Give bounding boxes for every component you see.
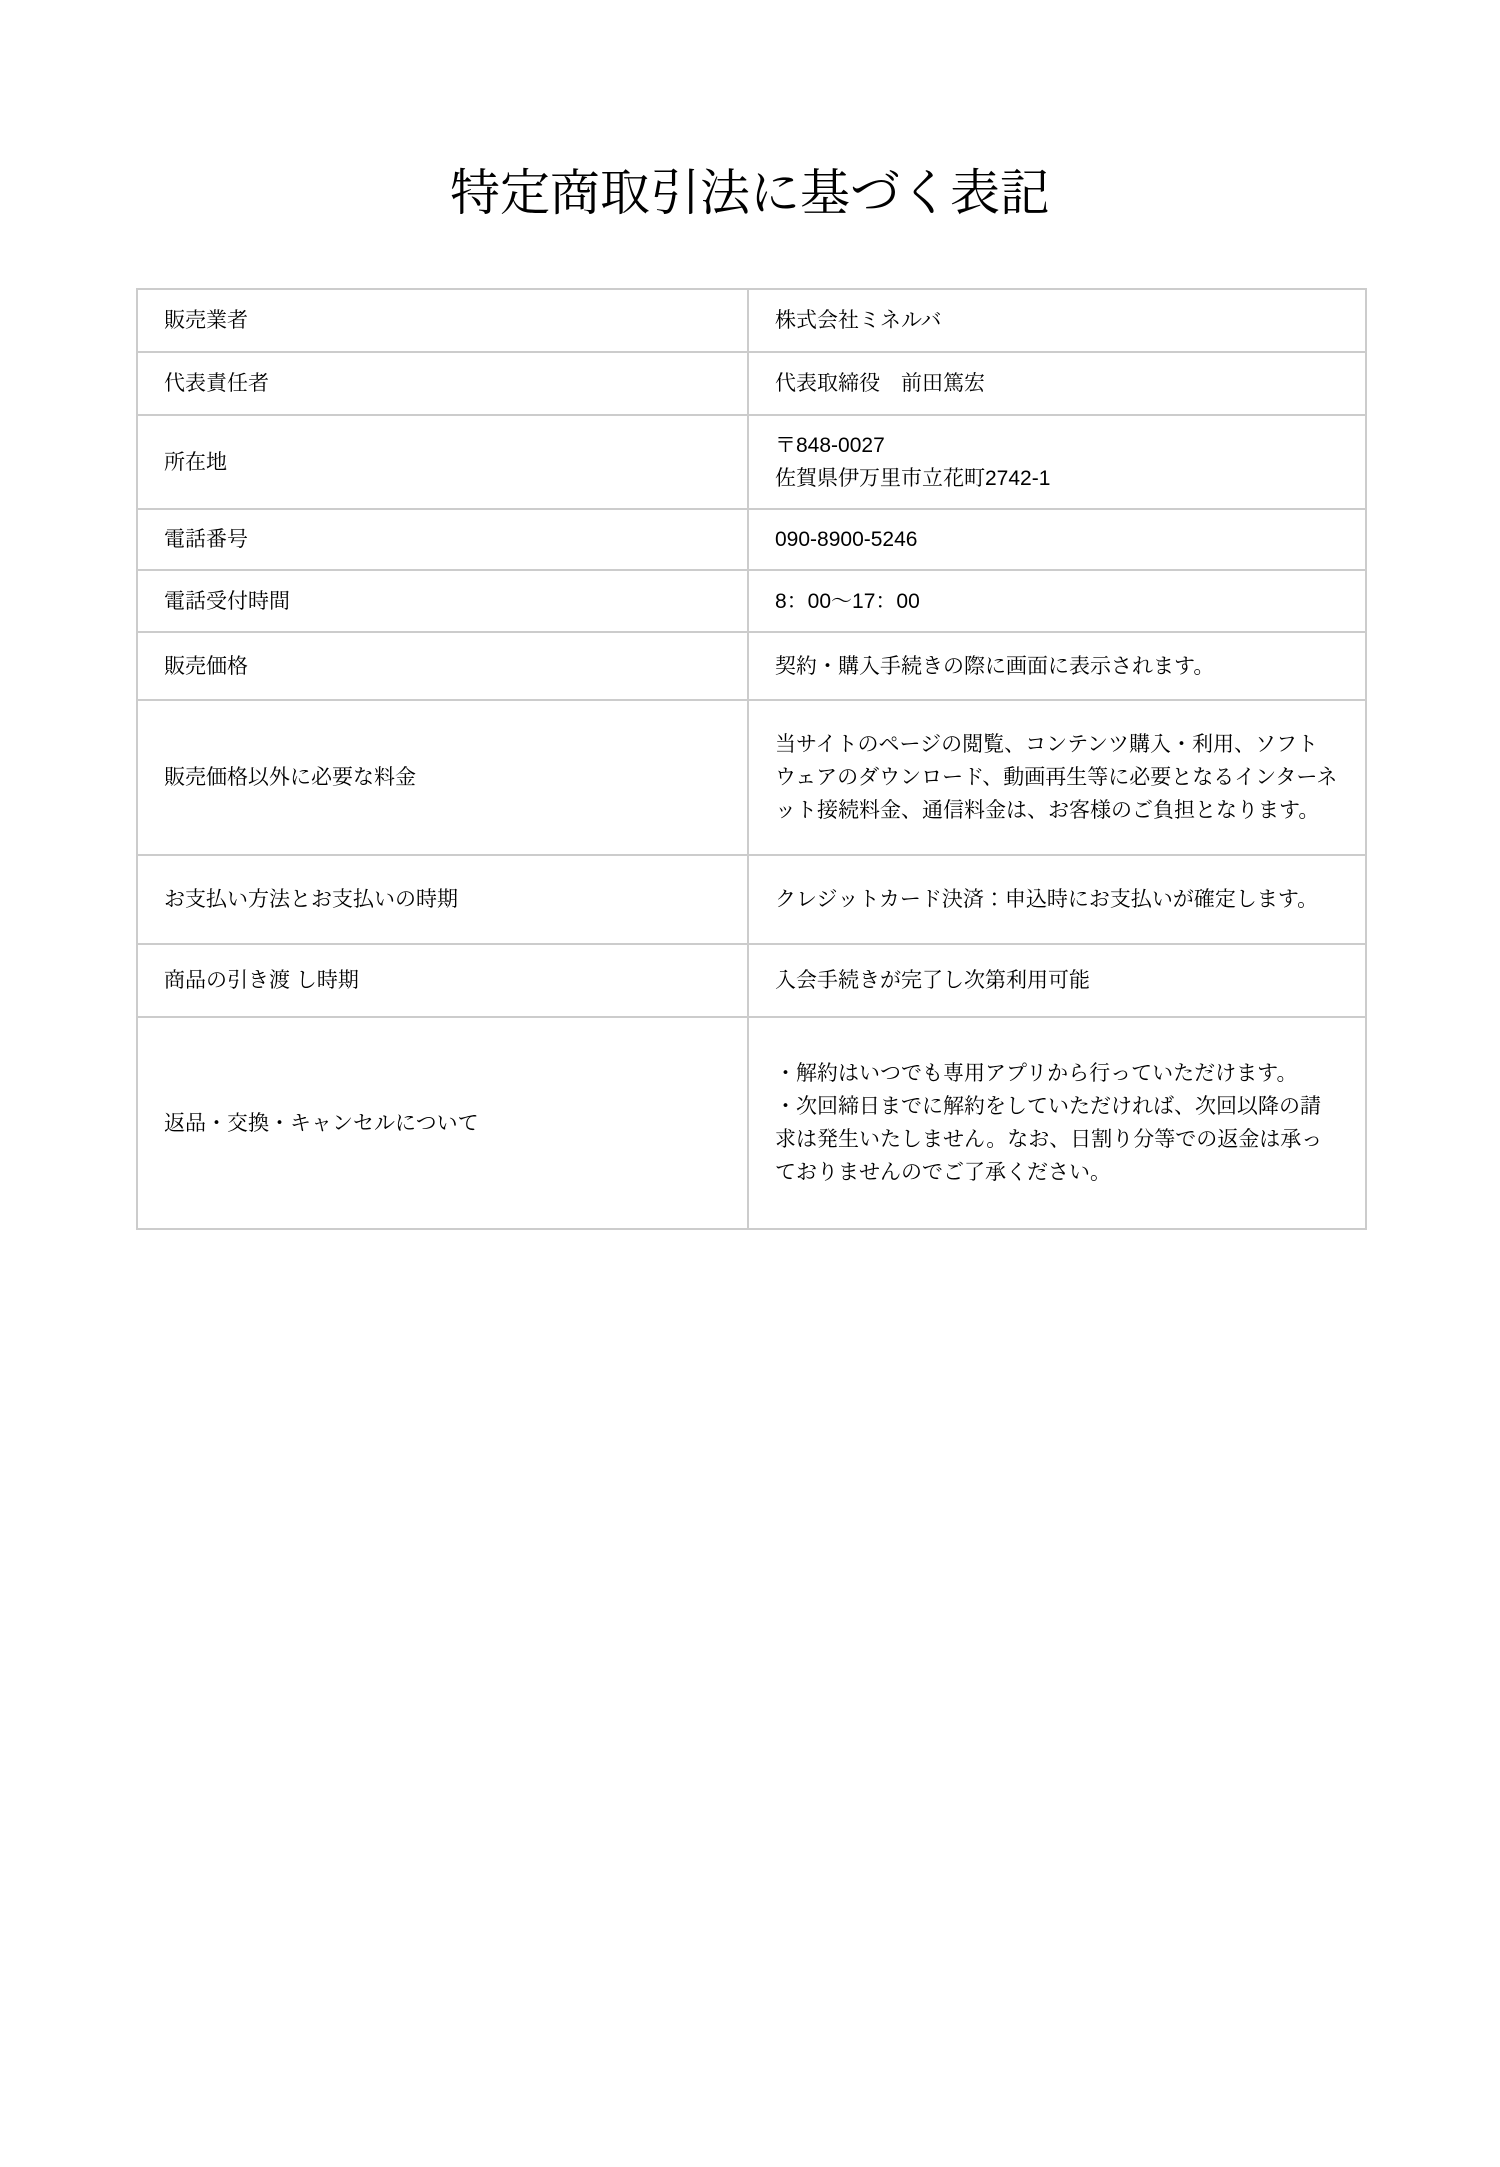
row-value: 090-8900-5246 [748, 509, 1366, 570]
row-value: 〒848-0027 佐賀県伊万里市立花町2742-1 [748, 415, 1366, 509]
row-value: 契約・購入手続きの際に画面に表示されます。 [748, 632, 1366, 700]
table-row-returns-cancellation [137, 1017, 1366, 1229]
table-row-delivery-time [137, 944, 1366, 1017]
row-label: 商品の引き渡 し時期 [137, 944, 748, 1017]
row-label: 電話受付時間 [137, 570, 748, 632]
row-value: 当サイトのページの閲覧、コンテンツ購入・利用、ソフトウェアのダウンロード、動画再生等に必要となるインターネット接続料金、通信料金は、お客様のご負担となります。 [748, 700, 1366, 855]
row-label: 販売価格 [137, 632, 748, 700]
row-value: 株式会社ミネルバ [748, 289, 1366, 352]
page-title: 特定商取引法に基づく表記 [450, 165, 1050, 221]
table-row-phone-hours [137, 570, 1366, 632]
table-row-representative [137, 352, 1366, 415]
row-label: 販売業者 [137, 289, 748, 352]
row-label: 所在地 [137, 415, 748, 509]
table-row-payment-method [137, 855, 1366, 944]
row-label: お支払い方法とお支払いの時期 [137, 855, 748, 944]
row-value: ・解約はいつでも専用アプリから行っていただけます。 ・次回締日までに解約をしていただければ、次回以降の請求は発生いたしません。なお、日割り分等での返金は承っておりませんのでご了承ください。 [748, 1017, 1366, 1229]
table-row-seller [137, 289, 1366, 352]
row-label: 返品・交換・キャンセルについて [137, 1017, 748, 1229]
table-row-address [137, 415, 1366, 509]
row-value: 代表取締役 前田篤宏 [748, 352, 1366, 415]
row-value: 8：00～17：00 [748, 570, 1366, 632]
row-label: 代表責任者 [137, 352, 748, 415]
row-label: 電話番号 [137, 509, 748, 570]
row-value: 入会手続きが完了し次第利用可能 [748, 944, 1366, 1017]
table-row-price [137, 632, 1366, 700]
legal-notice-table [136, 288, 1367, 1230]
table-row-extra-fees [137, 700, 1366, 855]
row-value: クレジットカード決済：申込時にお支払いが確定します。 [748, 855, 1366, 944]
table-row-phone [137, 509, 1366, 570]
row-label: 販売価格以外に必要な料金 [137, 700, 748, 855]
